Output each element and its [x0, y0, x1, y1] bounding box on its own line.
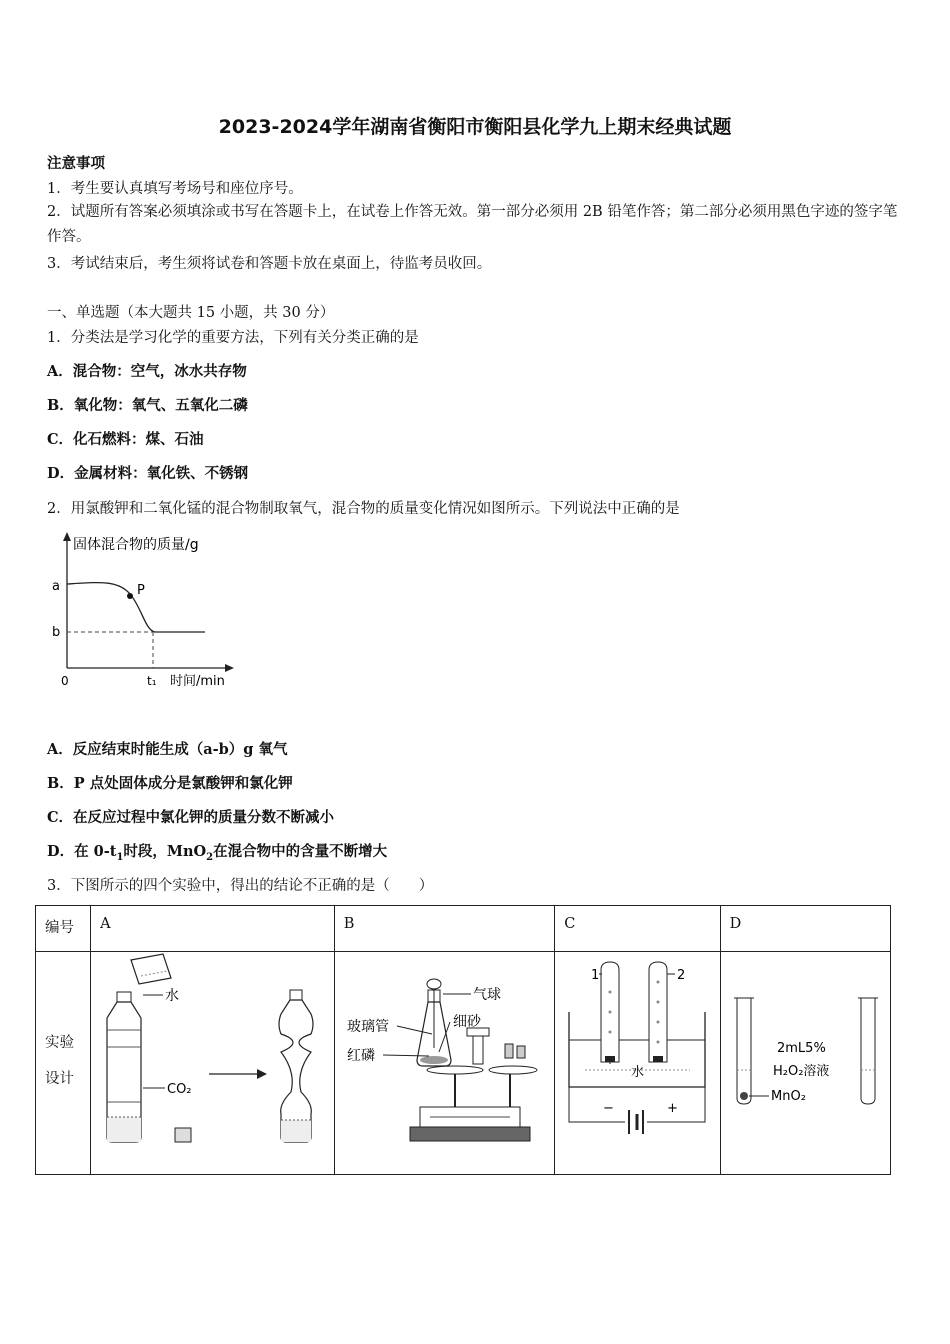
test-tube-with-mno2	[734, 998, 754, 1104]
q1-option-b: B．氧化物：氧气、五氧化二磷	[47, 397, 248, 414]
q1-stem: 1．分类法是学习化学的重要方法，下列有关分类正确的是	[47, 330, 419, 346]
conical-flask	[417, 979, 451, 1066]
label-b: b	[52, 625, 61, 640]
label-co2: CO₂	[167, 1082, 192, 1097]
label-sand: 细砂	[452, 1014, 481, 1030]
q2-option-c: C．在反应过程中氯化钾的质量分数不断减小	[47, 809, 335, 826]
q3-stem: 3．下图所示的四个实验中，得出的结论不正确的是（ ）	[47, 878, 434, 894]
label-plus: +	[667, 1101, 679, 1116]
label-glass-tube: 玻璃管	[346, 1019, 389, 1035]
label-mno2: MnO₂	[770, 1089, 806, 1104]
notice-item-1: 1．考生要认真填写考场号和座位序号。	[47, 181, 303, 197]
experiment-a	[91, 952, 335, 1175]
q2-stem: 2．用氯酸钾和二氧化锰的混合物制取氧气，混合物的质量变化情况如图所示。下列说法中正确的是	[47, 501, 680, 517]
header-b: B	[334, 906, 555, 952]
label-p: P	[137, 583, 145, 598]
label-water-c: 水	[631, 1065, 645, 1080]
t1-label: t₁	[147, 674, 157, 688]
q2-option-a: A．反应结束时能生成（a-b）g 氧气	[47, 741, 288, 758]
experiment-table	[35, 905, 891, 1175]
q2-option-d: D．在 $0-t_1$时段，MnO$_2$在混合物中的含量不断增大	[47, 843, 388, 863]
header-d: D	[720, 906, 890, 952]
q2-option-b: B．P 点处固体成分是氯酸钾和氯化钾	[47, 775, 293, 792]
experiment-c	[555, 952, 720, 1175]
x-axis-label: 时间/min	[170, 674, 225, 689]
q1-option-d: D．金属材料：氧化铁、不锈钢	[47, 465, 249, 482]
plastic-bottle-after	[279, 990, 313, 1142]
y-axis-label: 固体混合物的质量/g	[73, 537, 199, 553]
header-c: C	[555, 906, 720, 952]
test-tube-plain	[858, 998, 878, 1104]
label-water: 水	[165, 988, 180, 1004]
mass-time-graph	[40, 528, 250, 698]
header-a: A	[91, 906, 335, 952]
bottle-cap	[175, 1128, 191, 1142]
page-title: 2023-2024学年湖南省衡阳市衡阳县化学九上期末经典试题	[218, 116, 732, 138]
test-tube-2	[649, 962, 667, 1062]
label-minus: −	[603, 1101, 615, 1116]
notice-item-3: 3．考试结束后，考生须将试卷和答题卡放在桌面上，待监考员收回。	[47, 256, 492, 272]
x-axis-arrow	[225, 664, 234, 672]
label-volume: 2mL5%	[776, 1041, 826, 1056]
header-number: 编号	[36, 906, 91, 952]
label-h2o2: H₂O₂溶液	[772, 1064, 830, 1079]
experiment-d	[720, 952, 890, 1175]
test-tube-1	[601, 962, 619, 1062]
q1-option-a: A．混合物：空气，冰水共存物	[47, 363, 247, 380]
notice-item-2: 2．试题所有答案必须填涂或书写在答题卡上，在试卷上作答无效。第一部分必须用 2B 铅笔作答；第二部分必须用黑色字迹的签字笔作答。	[47, 204, 898, 245]
beaker-pouring	[131, 954, 171, 984]
label-red-phosphorus: 红磷	[346, 1048, 375, 1064]
origin-label: 0	[61, 674, 69, 688]
mass-curve	[67, 583, 205, 632]
q1-option-c: C．化石燃料：煤、石油	[47, 431, 204, 448]
point-p	[127, 593, 133, 599]
notice-heading: 注意事项	[47, 155, 105, 172]
arrow-head	[257, 1069, 267, 1079]
label-balloon: 气球	[472, 987, 501, 1003]
experiment-b	[334, 952, 555, 1175]
label-2: 2	[677, 968, 686, 983]
label-a: a	[52, 579, 60, 594]
plastic-bottle-before	[107, 992, 141, 1142]
y-axis-arrow	[63, 532, 71, 541]
row-label: 实验 设计	[36, 952, 91, 1175]
label-1: 1	[591, 968, 600, 983]
section-heading: 一、单选题（本大题共 15 小题，共 30 分）	[47, 305, 335, 321]
